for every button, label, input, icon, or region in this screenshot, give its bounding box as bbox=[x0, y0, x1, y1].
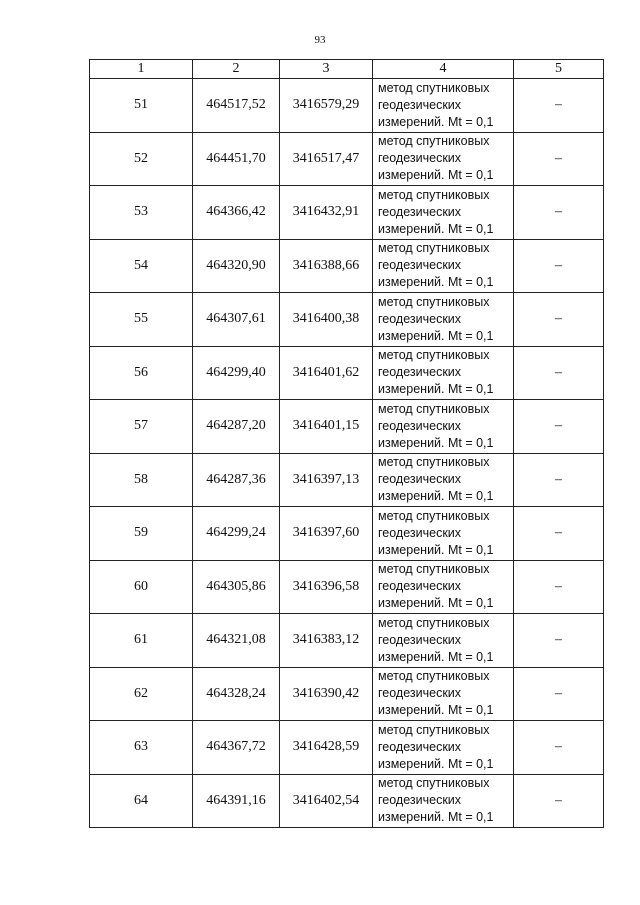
x-coordinate-cell: 464517,52 bbox=[193, 79, 280, 133]
note-cell: – bbox=[514, 79, 604, 133]
y-coordinate-cell: 3416517,47 bbox=[280, 132, 373, 186]
note-cell: – bbox=[514, 774, 604, 828]
note-cell: – bbox=[514, 560, 604, 614]
method-text-line: метод спутниковых bbox=[378, 80, 490, 95]
point-number-cell: 54 bbox=[90, 239, 193, 293]
y-coordinate-cell: 3416428,59 bbox=[280, 721, 373, 775]
method-cell bbox=[373, 79, 514, 133]
method-text-line: измерений. Mt = 0,1 bbox=[378, 596, 494, 611]
point-number-cell: 51 bbox=[90, 79, 193, 133]
method-text-line: измерений. Mt = 0,1 bbox=[378, 703, 494, 718]
method-text-line: измерений. Mt = 0,1 bbox=[378, 489, 494, 504]
method-text-line: измерений. Mt = 0,1 bbox=[378, 542, 494, 557]
note-cell: – bbox=[514, 614, 604, 668]
method-text-line: геодезических bbox=[378, 579, 462, 594]
y-coordinate-cell: 3416388,66 bbox=[280, 239, 373, 293]
method-cell bbox=[373, 667, 514, 721]
method-text-line: геодезических bbox=[378, 258, 462, 273]
y-coordinate-cell: 3416397,60 bbox=[280, 507, 373, 561]
method-text-line: геодезических bbox=[378, 204, 462, 219]
table-row bbox=[90, 400, 604, 454]
table-row bbox=[90, 79, 604, 133]
method-text-line: геодезических bbox=[378, 97, 462, 112]
method-text-line: измерений. Mt = 0,1 bbox=[378, 649, 494, 664]
point-number-cell: 64 bbox=[90, 774, 193, 828]
y-coordinate-cell: 3416400,38 bbox=[280, 293, 373, 347]
table-row bbox=[90, 132, 604, 186]
method-text-line: геодезических bbox=[378, 472, 462, 487]
method-text-line: метод спутниковых bbox=[378, 294, 490, 309]
method-cell bbox=[373, 507, 514, 561]
note-cell: – bbox=[514, 453, 604, 507]
y-coordinate-cell: 3416401,15 bbox=[280, 400, 373, 454]
point-number-cell: 62 bbox=[90, 667, 193, 721]
method-cell bbox=[373, 614, 514, 668]
table-header-row bbox=[90, 60, 604, 79]
method-cell bbox=[373, 721, 514, 775]
note-cell: – bbox=[514, 346, 604, 400]
method-text-line: метод спутниковых bbox=[378, 348, 490, 363]
note-cell: – bbox=[514, 239, 604, 293]
method-text-line: измерений. Mt = 0,1 bbox=[378, 114, 494, 129]
method-cell bbox=[373, 560, 514, 614]
x-coordinate-cell: 464299,24 bbox=[193, 507, 280, 561]
point-number-cell: 57 bbox=[90, 400, 193, 454]
method-cell bbox=[373, 453, 514, 507]
x-coordinate-cell: 464451,70 bbox=[193, 132, 280, 186]
note-cell: – bbox=[514, 132, 604, 186]
method-text-line: геодезических bbox=[378, 632, 462, 647]
y-coordinate-cell: 3416402,54 bbox=[280, 774, 373, 828]
y-coordinate-cell: 3416383,12 bbox=[280, 614, 373, 668]
point-number-cell: 58 bbox=[90, 453, 193, 507]
x-coordinate-cell: 464307,61 bbox=[193, 293, 280, 347]
x-coordinate-cell: 464299,40 bbox=[193, 346, 280, 400]
table-row bbox=[90, 667, 604, 721]
method-text-line: метод спутниковых bbox=[378, 722, 490, 737]
method-text-line: метод спутниковых bbox=[378, 508, 490, 523]
method-text-line: геодезических bbox=[378, 525, 462, 540]
x-coordinate-cell: 464321,08 bbox=[193, 614, 280, 668]
table-row bbox=[90, 774, 604, 828]
point-number-cell: 61 bbox=[90, 614, 193, 668]
method-cell bbox=[373, 774, 514, 828]
method-cell bbox=[373, 186, 514, 240]
method-text-line: измерений. Mt = 0,1 bbox=[378, 435, 494, 450]
method-text-line: геодезических bbox=[378, 793, 462, 808]
method-text-line: метод спутниковых bbox=[378, 187, 490, 202]
method-text-line: метод спутниковых bbox=[378, 134, 490, 149]
method-text-line: измерений. Mt = 0,1 bbox=[378, 810, 494, 825]
method-cell bbox=[373, 132, 514, 186]
table-row bbox=[90, 721, 604, 775]
header-col-2: 2 bbox=[193, 60, 280, 79]
method-text-line: измерений. Mt = 0,1 bbox=[378, 382, 494, 397]
table-row bbox=[90, 293, 604, 347]
x-coordinate-cell: 464328,24 bbox=[193, 667, 280, 721]
header-col-4: 4 bbox=[373, 60, 514, 79]
point-number-cell: 63 bbox=[90, 721, 193, 775]
table-row bbox=[90, 560, 604, 614]
note-cell: – bbox=[514, 507, 604, 561]
y-coordinate-cell: 3416579,29 bbox=[280, 79, 373, 133]
x-coordinate-cell: 464287,36 bbox=[193, 453, 280, 507]
x-coordinate-cell: 464287,20 bbox=[193, 400, 280, 454]
x-coordinate-cell: 464367,72 bbox=[193, 721, 280, 775]
method-text-line: метод спутниковых bbox=[378, 241, 490, 256]
point-number-cell: 59 bbox=[90, 507, 193, 561]
y-coordinate-cell: 3416401,62 bbox=[280, 346, 373, 400]
method-text-line: геодезических bbox=[378, 739, 462, 754]
note-cell: – bbox=[514, 667, 604, 721]
table-row bbox=[90, 453, 604, 507]
header-col-5: 5 bbox=[514, 60, 604, 79]
y-coordinate-cell: 3416396,58 bbox=[280, 560, 373, 614]
note-cell: – bbox=[514, 293, 604, 347]
y-coordinate-cell: 3416390,42 bbox=[280, 667, 373, 721]
method-text-line: метод спутниковых bbox=[378, 455, 490, 470]
table-row bbox=[90, 239, 604, 293]
method-text-line: измерений. Mt = 0,1 bbox=[378, 275, 494, 290]
y-coordinate-cell: 3416397,13 bbox=[280, 453, 373, 507]
method-text-line: измерений. Mt = 0,1 bbox=[378, 168, 494, 183]
method-text-line: измерений. Mt = 0,1 bbox=[378, 328, 494, 343]
method-text-line: метод спутниковых bbox=[378, 669, 490, 684]
method-text-line: метод спутниковых bbox=[378, 776, 490, 791]
x-coordinate-cell: 464366,42 bbox=[193, 186, 280, 240]
method-text-line: метод спутниковых bbox=[378, 562, 490, 577]
table-row bbox=[90, 346, 604, 400]
method-text-line: измерений. Mt = 0,1 bbox=[378, 221, 494, 236]
note-cell: – bbox=[514, 186, 604, 240]
point-number-cell: 52 bbox=[90, 132, 193, 186]
method-text-line: геодезических bbox=[378, 418, 462, 433]
method-cell bbox=[373, 346, 514, 400]
method-text-line: геодезических bbox=[378, 151, 462, 166]
method-text-line: метод спутниковых bbox=[378, 615, 490, 630]
x-coordinate-cell: 464305,86 bbox=[193, 560, 280, 614]
table-row bbox=[90, 507, 604, 561]
page-number: 93 bbox=[314, 34, 326, 46]
method-text-line: геодезических bbox=[378, 311, 462, 326]
method-text-line: геодезических bbox=[378, 686, 462, 701]
header-col-1: 1 bbox=[90, 60, 193, 79]
point-number-cell: 60 bbox=[90, 560, 193, 614]
coordinates-table bbox=[89, 59, 604, 828]
method-text-line: геодезических bbox=[378, 365, 462, 380]
method-cell bbox=[373, 239, 514, 293]
point-number-cell: 56 bbox=[90, 346, 193, 400]
header-col-3: 3 bbox=[280, 60, 373, 79]
table-row bbox=[90, 614, 604, 668]
x-coordinate-cell: 464320,90 bbox=[193, 239, 280, 293]
y-coordinate-cell: 3416432,91 bbox=[280, 186, 373, 240]
note-cell: – bbox=[514, 400, 604, 454]
table-body bbox=[90, 79, 604, 828]
method-text-line: метод спутниковых bbox=[378, 401, 490, 416]
table-row bbox=[90, 186, 604, 240]
point-number-cell: 53 bbox=[90, 186, 193, 240]
method-cell bbox=[373, 293, 514, 347]
method-text-line: измерений. Mt = 0,1 bbox=[378, 756, 494, 771]
x-coordinate-cell: 464391,16 bbox=[193, 774, 280, 828]
point-number-cell: 55 bbox=[90, 293, 193, 347]
method-cell bbox=[373, 400, 514, 454]
note-cell: – bbox=[514, 721, 604, 775]
